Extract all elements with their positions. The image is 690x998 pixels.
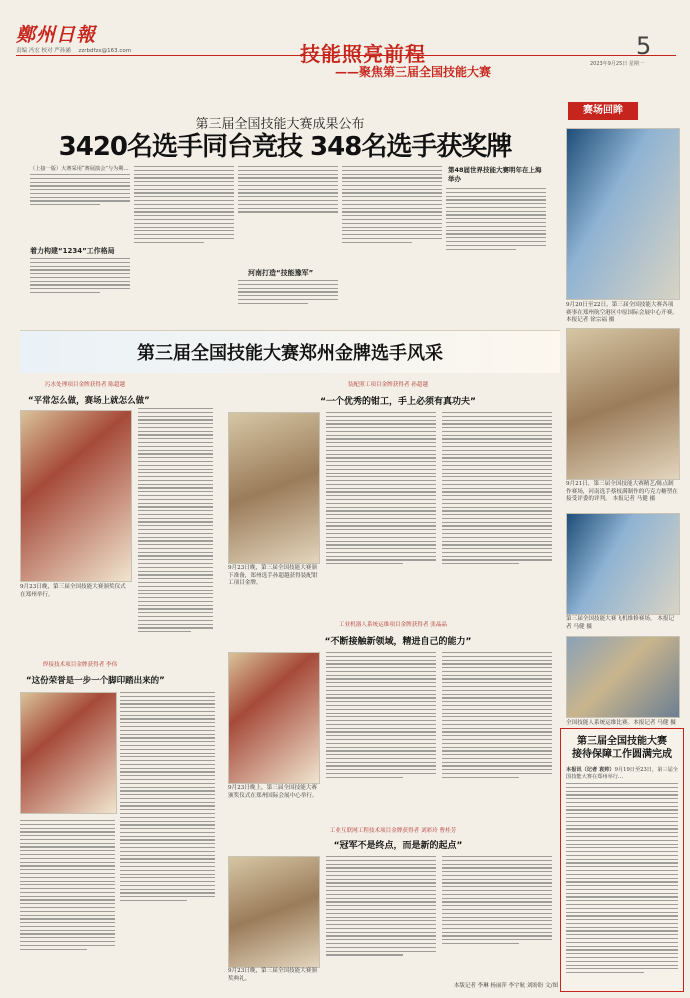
page-number: 5 <box>636 32 652 60</box>
profile-4-quote: “这份荣誉是一步一个脚印踏出来的” <box>26 676 165 686</box>
lead-subhead-3: 第48届世界技能大赛明年在上海举办 <box>448 166 542 183</box>
lead-article <box>30 166 550 334</box>
news-reporter: 本报讯（记者 袁帅） <box>566 767 615 773</box>
profile-1-photo <box>20 410 132 582</box>
sidebar-caption-4: 全国技能人系统运维比赛。本报记者 马健 摄 <box>566 720 676 726</box>
lead-col-5 <box>446 188 546 252</box>
profile-1-label: 污水处理项目金牌获得者 陈超越 <box>44 382 126 388</box>
masthead <box>0 0 690 80</box>
profile-3-quote: “不断接触新领域，精进自己的能力” <box>324 637 472 647</box>
news-body <box>566 783 678 976</box>
lead-col-1b <box>30 258 130 296</box>
feature-title: 第三届全国技能大赛郑州金牌选手风采 <box>137 343 443 364</box>
news-title: 第三届全国技能大赛 接待保障工作圆满完成 <box>572 736 672 760</box>
lead-col-3b <box>238 280 338 306</box>
page-date: 2023年9月25日 星期一 <box>590 61 644 67</box>
profile-1 <box>20 380 215 645</box>
profile-4 <box>20 660 220 970</box>
lead-subhead-2: 河南打造“技能豫军” <box>248 269 314 277</box>
email: zzrbdfzx@163.com <box>78 48 132 54</box>
profile-4-photo <box>20 692 117 814</box>
profile-3-caption: 9月23日晚上，第三届全国技能大赛颁奖仪式在郑州国际会展中心举行。 <box>228 785 318 799</box>
sidebar-caption-2: 9月21日，第三届全国技能大赛精艺/陈点制作赛场，河南选手蔡枝满制作的巧克力糖塑在接受评委的评判。 本报记者 马健 摄 <box>566 481 678 502</box>
profile-3-text-2 <box>442 652 552 781</box>
profile-3 <box>228 620 558 820</box>
section-subtitle: ——聚焦第三届全国技能大赛 <box>335 65 492 79</box>
sidebar-photo-2 <box>566 328 680 480</box>
sidebar-photo-1 <box>566 128 680 300</box>
lead-col-1 <box>30 174 130 208</box>
profile-2-text-1 <box>326 412 436 567</box>
lead-text: （上接一版）大赛采用“赛展演会”与为期… <box>30 166 129 172</box>
profile-5-caption: 9月23日晚，第三届全国技能大赛颁奖典礼。 <box>228 968 317 982</box>
section-title: 技能照亮前程 <box>300 42 426 66</box>
profile-3-photo <box>228 652 320 784</box>
profile-5-photo <box>228 856 320 968</box>
headline-title: 3420名选手同台竞技 348名选手获奖牌 <box>58 132 512 162</box>
profile-2-caption: 9月23日晚，第三届全国技能大赛颁下准备，郑州选手孙超越获得装配钳工项目金牌。 <box>228 565 318 586</box>
profile-2-text-2 <box>442 412 552 567</box>
profile-2-label: 装配照工项目金牌获得者 孙超越 <box>347 382 429 388</box>
masthead-meta <box>16 46 131 54</box>
profile-5-quote: “冠军不是终点，而是新的起点” <box>333 841 463 851</box>
profile-4-label: 焊接技术项目金牌获得者 李伟 <box>42 662 118 668</box>
profile-2-quote: “一个优秀的钳工，手上必须有真功夫” <box>320 397 476 407</box>
news-dateline <box>566 767 678 782</box>
sidebar-caption-1: 9月20日至22日，第三届全国技能大赛各项赛事在郑州航空港区中原国际会展中心开赛。 本报记者 徐宗福 摄 <box>566 302 678 323</box>
logo: 鄭州日報 <box>16 24 97 46</box>
profile-2-photo <box>228 412 320 564</box>
lead-subhead-1: 着力构建“1234”工作格局 <box>30 247 115 255</box>
sidebar-photo-4 <box>566 636 680 718</box>
feature-byline: 本版记者 李琳 杨丽萍 李宇航 刘盼盼 文/图 <box>453 983 558 989</box>
headline-kicker: 第三届全国技能大赛成果公布 <box>195 117 365 132</box>
profile-5 <box>228 826 558 991</box>
editor-credit: 责编 冯宏 校对 严孙涵 <box>16 48 71 54</box>
sidebar-caption-3: 第三届全国技能大赛飞机维修赛场。 本报记者 马健 摄 <box>566 616 675 630</box>
profile-3-label: 工业机器人系统运维项目金牌获得者 张晶晶 <box>338 622 448 628</box>
profile-1-caption: 9月23日晚，第三届全国技能大赛颁奖仪式在郑州举行。 <box>20 584 126 598</box>
profile-5-text-2 <box>442 856 552 947</box>
sidebar-tag: 赛场回眸 <box>568 102 638 120</box>
lead-col-4 <box>342 166 442 245</box>
profile-5-label: 工业互联网工程技术项目金牌获得者 刘彩玲 曹桂芳 <box>329 828 457 834</box>
profile-3-text-1 <box>326 652 436 781</box>
profile-5-text-1 <box>326 856 436 958</box>
news-box <box>560 728 684 992</box>
sidebar-photo-3 <box>566 513 680 615</box>
lead-col-2 <box>134 166 234 245</box>
profile-4-text <box>20 820 115 952</box>
profile-2 <box>228 380 558 615</box>
lead-col-3 <box>238 166 338 215</box>
profile-1-text <box>138 408 213 635</box>
news-lead: 9月19日至23日，第三届全国技能大赛在郑州举行… <box>566 767 678 781</box>
feature-banner <box>20 330 560 373</box>
profile-1-quote: “平常怎么做，赛场上就怎么做” <box>28 396 150 406</box>
profile-4-text-2 <box>120 692 215 904</box>
